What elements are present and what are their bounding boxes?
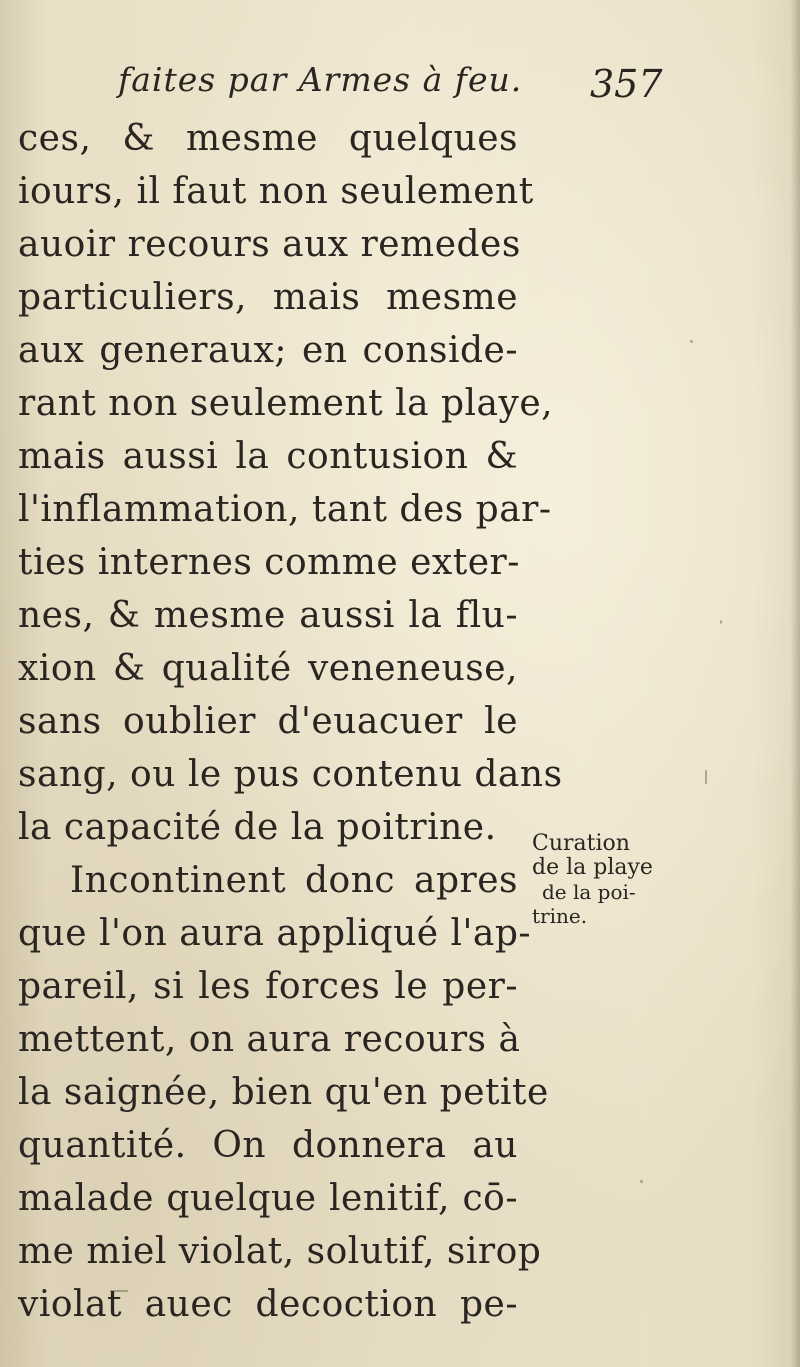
text-line: que l'on aura appliqué l'ap- bbox=[18, 913, 532, 954]
body-text bbox=[18, 112, 563, 1331]
marginal-note-line: de la poi- bbox=[542, 880, 636, 904]
page-edge-shadow bbox=[790, 0, 800, 1367]
text-line: quantité. On donnera au bbox=[18, 1125, 518, 1166]
page-number: 357 bbox=[590, 62, 663, 106]
text-line: mettent, on aura recours à bbox=[18, 1019, 521, 1060]
text-line: malade quelque lenitif, cō- bbox=[18, 1178, 518, 1219]
text-line: iours, il faut non seulement bbox=[18, 171, 534, 212]
text-line: particuliers, mais mesme bbox=[18, 277, 518, 318]
marginal-note-line: Curation bbox=[532, 831, 630, 856]
paper-speck bbox=[705, 770, 707, 784]
text-line: violat auec decoction pe- bbox=[18, 1284, 518, 1325]
text-line: la saignée, bien qu'en petite bbox=[18, 1072, 549, 1113]
paragraph-start-line: Incontinent donc apres bbox=[70, 860, 518, 901]
text-line: l'inflammation, tant des par- bbox=[18, 489, 552, 530]
paragraph-end-line: la capacité de la poitrine. bbox=[18, 807, 497, 848]
text-line: mais aussi la contusion & bbox=[18, 436, 518, 477]
running-head: faites par Armes à feu. bbox=[118, 60, 523, 99]
text-line: xion & qualité veneneuse, bbox=[18, 648, 518, 689]
paper-speck bbox=[110, 1290, 128, 1292]
text-line: auoir recours aux remedes bbox=[18, 224, 521, 265]
paper-speck bbox=[690, 340, 693, 343]
text-line: ties internes comme exter- bbox=[18, 542, 520, 583]
text-line: nes, & mesme aussi la flu- bbox=[18, 595, 518, 636]
marginal-note-line: de la playe bbox=[532, 855, 653, 880]
marginal-note-line: trine. bbox=[532, 904, 588, 928]
text-line: rant non seulement la playe, bbox=[18, 383, 554, 424]
text-line: ces, & mesme quelques bbox=[18, 118, 518, 159]
text-line: sans oublier d'euacuer le bbox=[18, 701, 518, 742]
marginal-note bbox=[532, 832, 682, 928]
text-line: me miel violat, solutif, sirop bbox=[18, 1231, 542, 1272]
paper-speck bbox=[640, 1180, 643, 1183]
text-line: pareil, si les forces le per- bbox=[18, 966, 518, 1007]
text-line: sang, ou le pus contenu dans bbox=[18, 754, 563, 795]
paper-speck bbox=[720, 620, 722, 624]
text-line: aux generaux; en conside- bbox=[18, 330, 518, 371]
